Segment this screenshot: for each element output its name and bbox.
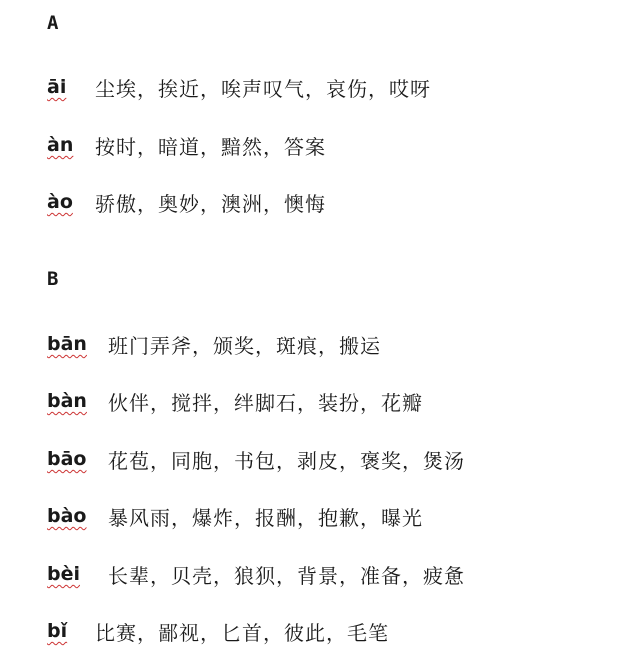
pinyin: bào bbox=[47, 505, 87, 527]
entry-row bbox=[47, 72, 431, 102]
entry-row bbox=[47, 187, 326, 217]
pinyin: bèi bbox=[47, 563, 80, 585]
pinyin: bàn bbox=[47, 390, 87, 412]
entry-row bbox=[47, 329, 381, 359]
words: 按时，暗道，黯然，答案 bbox=[95, 134, 326, 159]
pinyin: àn bbox=[47, 134, 74, 156]
words: 比赛，鄙视，匕首，彼此，毛笔 bbox=[95, 620, 389, 645]
entry-row bbox=[47, 386, 423, 416]
words: 班门弄斧，颁奖，斑痕，搬运 bbox=[108, 333, 381, 358]
words: 伙伴，搅拌，绊脚石，装扮，花瓣 bbox=[108, 390, 423, 415]
pinyin: āi bbox=[47, 76, 67, 98]
entry-row bbox=[47, 616, 389, 646]
entry-row bbox=[47, 559, 465, 589]
pinyin: bāo bbox=[47, 448, 87, 470]
pinyin: ào bbox=[47, 191, 73, 213]
pinyin: bǐ bbox=[47, 620, 68, 642]
section-heading-a: A bbox=[47, 12, 59, 34]
entry-row bbox=[47, 444, 465, 474]
words: 骄傲，奥妙，澳洲，懊悔 bbox=[95, 191, 326, 216]
words: 暴风雨，爆炸，报酬，抱歉，曝光 bbox=[108, 505, 423, 530]
words: 尘埃，挨近，唉声叹气，哀伤，哎呀 bbox=[95, 76, 431, 101]
pinyin: bān bbox=[47, 333, 87, 355]
section-heading-b: B bbox=[47, 268, 59, 290]
entry-row bbox=[47, 501, 423, 531]
words: 花苞，同胞，书包，剥皮，褒奖，煲汤 bbox=[108, 448, 465, 473]
words: 长辈，贝壳，狼狈，背景，准备，疲惫 bbox=[108, 563, 465, 588]
entry-row bbox=[47, 130, 326, 160]
